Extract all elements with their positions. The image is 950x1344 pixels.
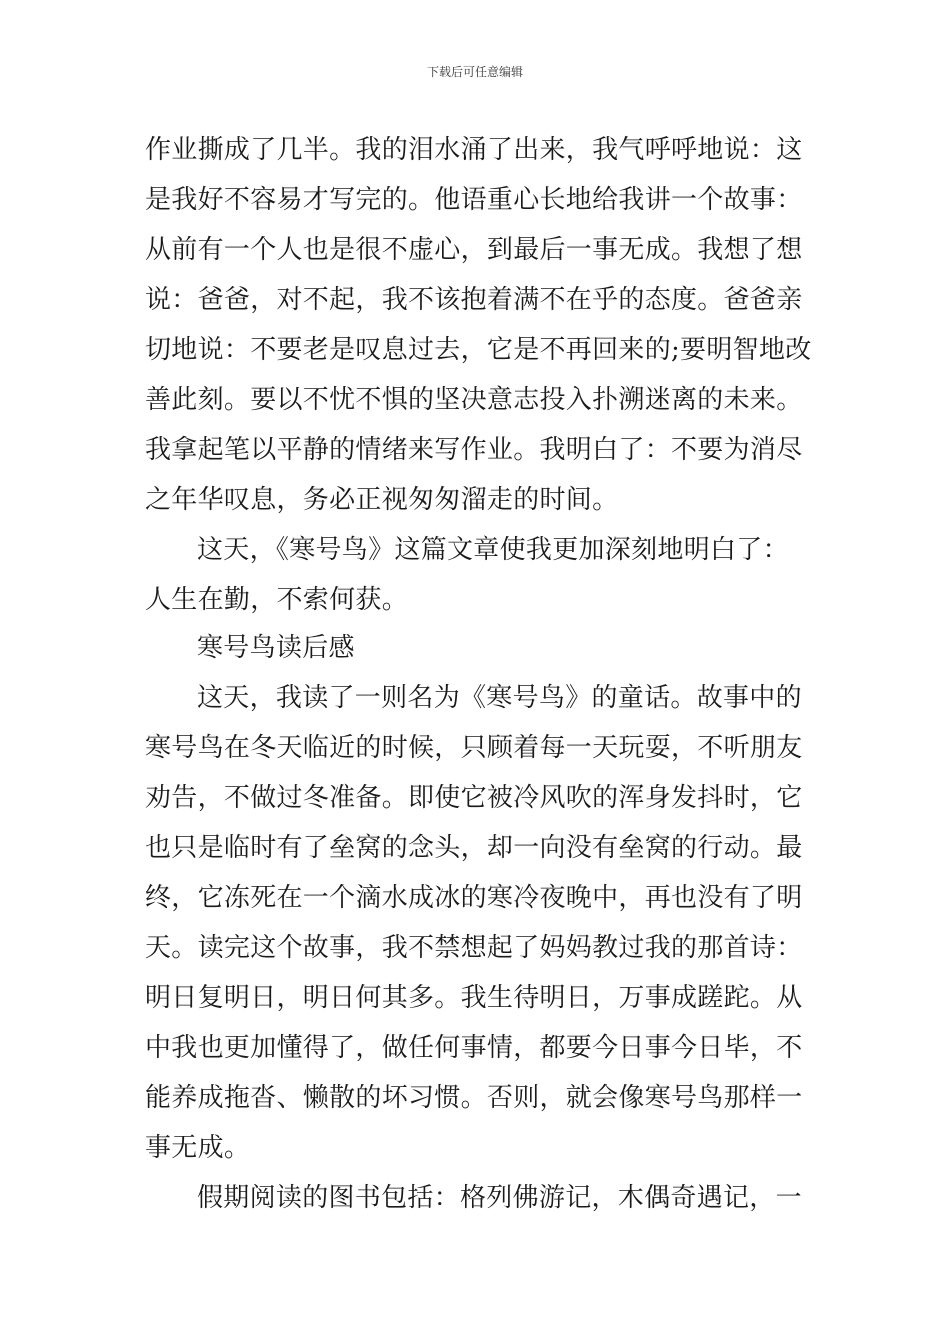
text-line: 能养成拖沓、懒散的坏习惯。否则，就会像寒号鸟那样一 [145, 1083, 803, 1113]
paragraph-start-line: 这天，《寒号鸟》这篇文章使我更加深刻地明白了： [197, 535, 789, 565]
text-line: 作业撕成了几半。我的泪水涌了出来，我气呼呼地说：这 [145, 135, 803, 165]
section-title: 寒号鸟读后感 [197, 633, 355, 663]
text-line: 也只是临时有了垒窝的念头，却一向没有垒窝的行动。最 [145, 833, 803, 863]
text-line: 切地说：不要老是叹息过去，它是不再回来的;要明智地改 [145, 335, 812, 365]
paragraph-start-line: 假期阅读的图书包括：格列佛游记，木偶奇遇记，一 [197, 1183, 802, 1213]
text-line: 人生在勤，不索何获。 [145, 585, 409, 615]
text-line: 是我好不容易才写完的。他语重心长地给我讲一个故事： [145, 185, 803, 215]
text-line: 我拿起笔以平静的情绪来写作业。我明白了：不要为消尽 [145, 435, 803, 465]
text-line: 寒号鸟在冬天临近的时候，只顾着每一天玩耍，不听朋友 [145, 733, 803, 763]
text-line: 劝告，不做过冬准备。即使它被冷风吹的浑身发抖时，它 [145, 783, 803, 813]
paragraph-start-line: 这天，我读了一则名为《寒号鸟》的童话。故事中的 [197, 683, 802, 713]
text-line: 之年华叹息，务必正视匆匆溜走的时间。 [145, 485, 619, 515]
text-line: 终，它冻死在一个滴水成冰的寒冷夜晚中，再也没有了明 [145, 883, 803, 913]
page-header: 下载后可任意编辑 [426, 65, 523, 79]
text-line: 中我也更加懂得了，做任何事情，都要今日事今日毕，不 [145, 1033, 803, 1063]
text-line: 明日复明日，明日何其多。我生待明日，万事成蹉跎。从 [145, 983, 803, 1013]
text-line: 善此刻。要以不忧不惧的坚决意志投入扑溯迷离的未来。 [145, 385, 803, 415]
text-line: 从前有一个人也是很不虚心，到最后一事无成。我想了想 [145, 235, 803, 265]
text-line: 事无成。 [145, 1133, 251, 1163]
text-line: 说：爸爸，对不起，我不该抱着满不在乎的态度。爸爸亲 [145, 285, 803, 315]
text-line: 天。读完这个故事，我不禁想起了妈妈教过我的那首诗： [145, 933, 803, 963]
